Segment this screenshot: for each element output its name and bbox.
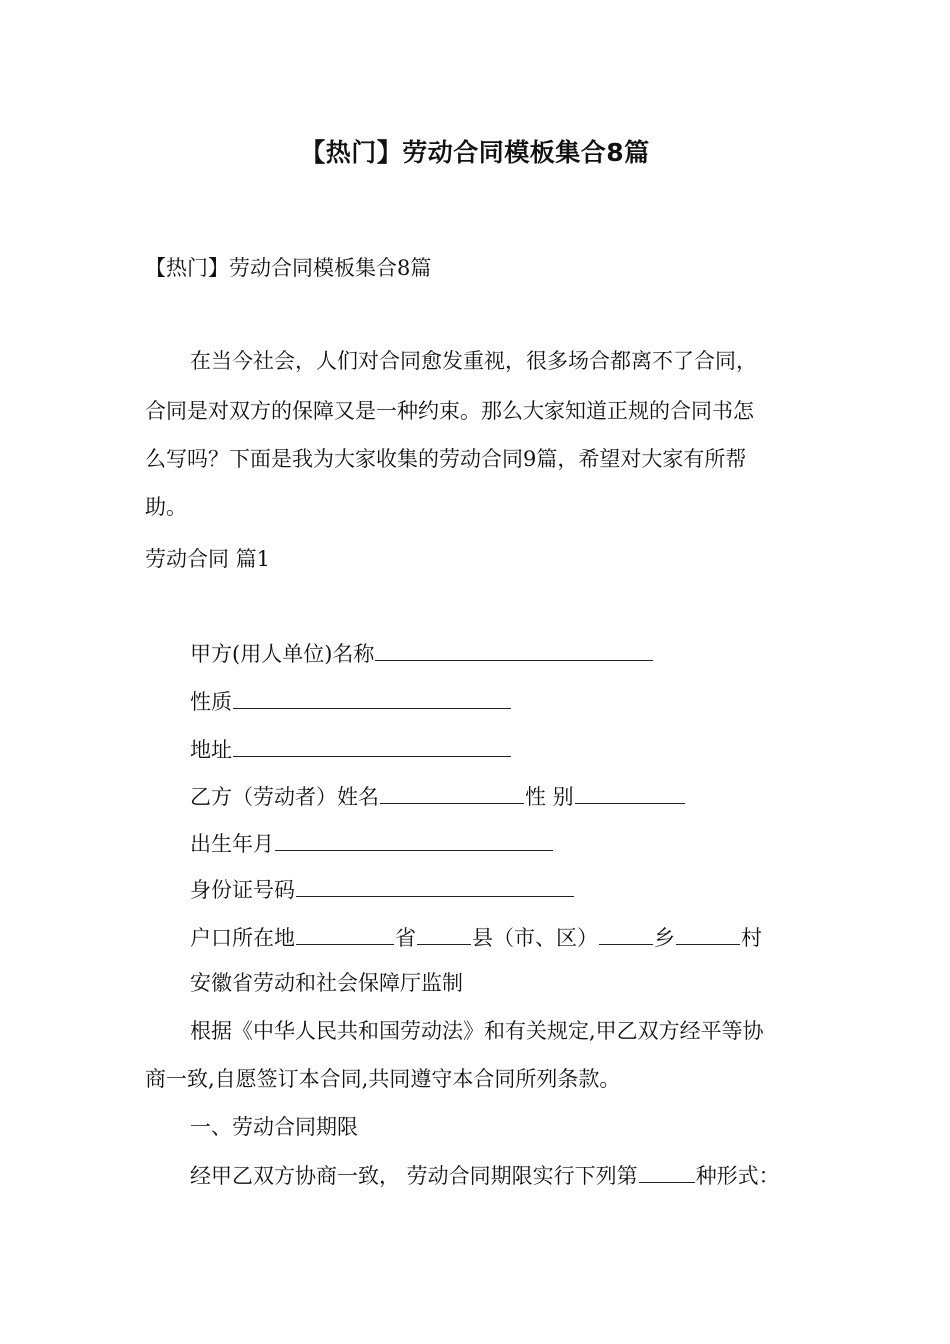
field-label: 地址: [190, 738, 232, 762]
blank-underline: [275, 828, 553, 851]
basis-line-2: 商一致,自愿签订本合同,共同遵守本合同所列条款。: [145, 1067, 621, 1091]
clause-text-part: 种形式：: [695, 1164, 780, 1188]
field-label: 村: [741, 926, 762, 950]
blank-underline: [639, 1160, 695, 1183]
document-title: 【热门】劳动合同模板集合8篇: [300, 138, 650, 167]
field-label: 省: [395, 926, 416, 950]
intro-line-4: 助。: [145, 495, 187, 519]
field-label: 乙方（劳动者）姓名: [190, 785, 379, 809]
blank-underline: [375, 638, 653, 661]
field-label: 性质: [190, 690, 232, 714]
blank-underline: [417, 922, 471, 945]
section-heading: 劳动合同 篇1: [145, 547, 271, 571]
field-label: 甲方(用人单位)名称: [190, 642, 375, 666]
field-label: 乡: [654, 926, 675, 950]
intro-line-2: 合同是对双方的保障又是一种约束。那么大家知道正规的合同书怎: [145, 399, 754, 423]
blank-underline: [575, 781, 685, 804]
blank-underline: [296, 922, 394, 945]
blank-underline: [676, 922, 740, 945]
field-nature: [190, 686, 512, 717]
field-id-number: [190, 874, 575, 905]
supervisor-note: 安徽省劳动和社会保障厅监制: [190, 971, 463, 995]
clause-text-part: 经甲乙双方协商一致， 劳动合同期限实行下列第: [190, 1164, 638, 1188]
field-address: [190, 734, 512, 765]
clause-heading: 一、劳动合同期限: [190, 1115, 358, 1139]
clause-text: [190, 1160, 780, 1191]
blank-underline: [599, 922, 653, 945]
blank-underline: [380, 781, 524, 804]
intro-line-3: 么写吗？下面是我为大家收集的劳动合同9篇，希望对大家有所帮: [145, 447, 747, 471]
field-label: 出生年月: [190, 832, 274, 856]
document-subtitle: 【热门】劳动合同模板集合8篇: [145, 256, 432, 280]
field-label: 县（市、区）: [472, 926, 598, 950]
field-party-a-name: [190, 638, 654, 669]
blank-underline: [233, 734, 511, 757]
field-party-b: [190, 781, 686, 812]
field-birth: [190, 828, 554, 859]
intro-line-1: 在当今社会，人们对合同愈发重视，很多场合都离不了合同，: [190, 349, 757, 373]
field-hukou: [190, 922, 762, 953]
blank-underline: [296, 874, 574, 897]
basis-line-1: 根据《中华人民共和国劳动法》和有关规定,甲乙双方经平等协: [190, 1019, 764, 1043]
field-label: 身份证号码: [190, 878, 295, 902]
field-label: 性 别: [525, 785, 574, 809]
field-label: 户口所在地: [190, 926, 295, 950]
blank-underline: [233, 686, 511, 709]
